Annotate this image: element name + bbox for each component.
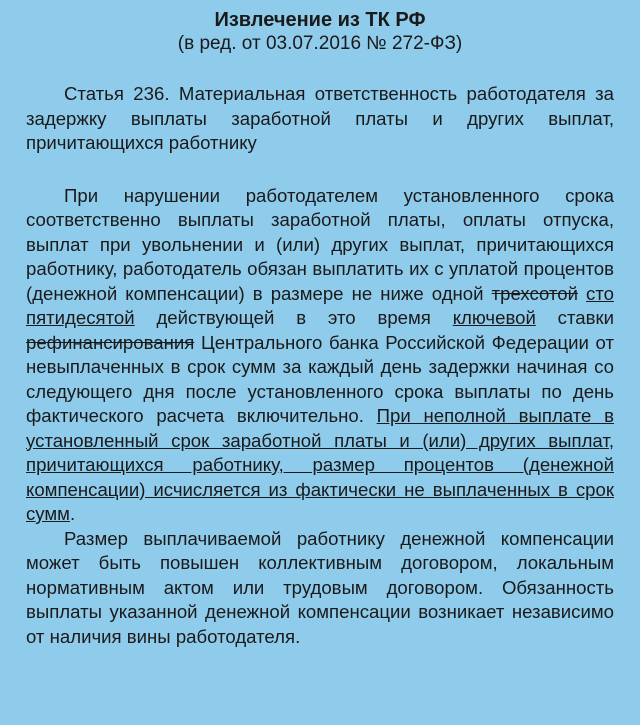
text-segment: .: [69, 503, 76, 524]
text-segment: Центрального банка Российской Федерации от невыплаченных в срок сумм за каждый день задержки начиная со следующего дня после установленного срока выплаты по день фактического расчета включительно.: [26, 331, 614, 426]
paragraph-1: [26, 184, 614, 527]
text-segment: При нарушении работодателем установленного срока соответственно выплаты заработной платы, оплаты отпуска, выплат при увольнении и (или) других выплат, причитающихся работнику, работодатель обязан выплатить их с уплатой процентов (денежной компенсации) в размере не ниже одной: [26, 184, 614, 304]
article-heading: Статья 236. Материальная ответственность работодателя за задержку выплаты заработной платы и других выплат, причитающихся работнику: [26, 83, 614, 153]
text-segment: [578, 283, 586, 304]
inserted-text: сто пятидесятой: [26, 282, 614, 328]
document-title: Извлечение из ТК РФ: [214, 9, 426, 31]
paragraph-2: Размер выплачиваемой работнику денежной компенсации может быть повышен коллективным договором, локальным нормативным актом или трудовым договором. Обязанность выплаты указанной денежной компенсации возникает независимо от наличия вины работодателя.: [26, 527, 614, 647]
deleted-text: трехсотой: [491, 282, 578, 304]
deleted-text: рефинансирования: [26, 331, 195, 353]
inserted-text: ключевой: [452, 307, 536, 328]
text-segment: действующей в это время: [134, 307, 453, 328]
text-segment: ставки: [535, 307, 615, 328]
inserted-text: При неполной выплате в установленный срок заработной платы и (или) других выплат, причитающихся работнику, размер процентов (денежной компенсации) исчисляется из фактически не выплаченных в срок сумм: [26, 405, 614, 524]
document-subtitle: (в ред. от 03.07.2016 № 272-ФЗ): [177, 33, 463, 54]
